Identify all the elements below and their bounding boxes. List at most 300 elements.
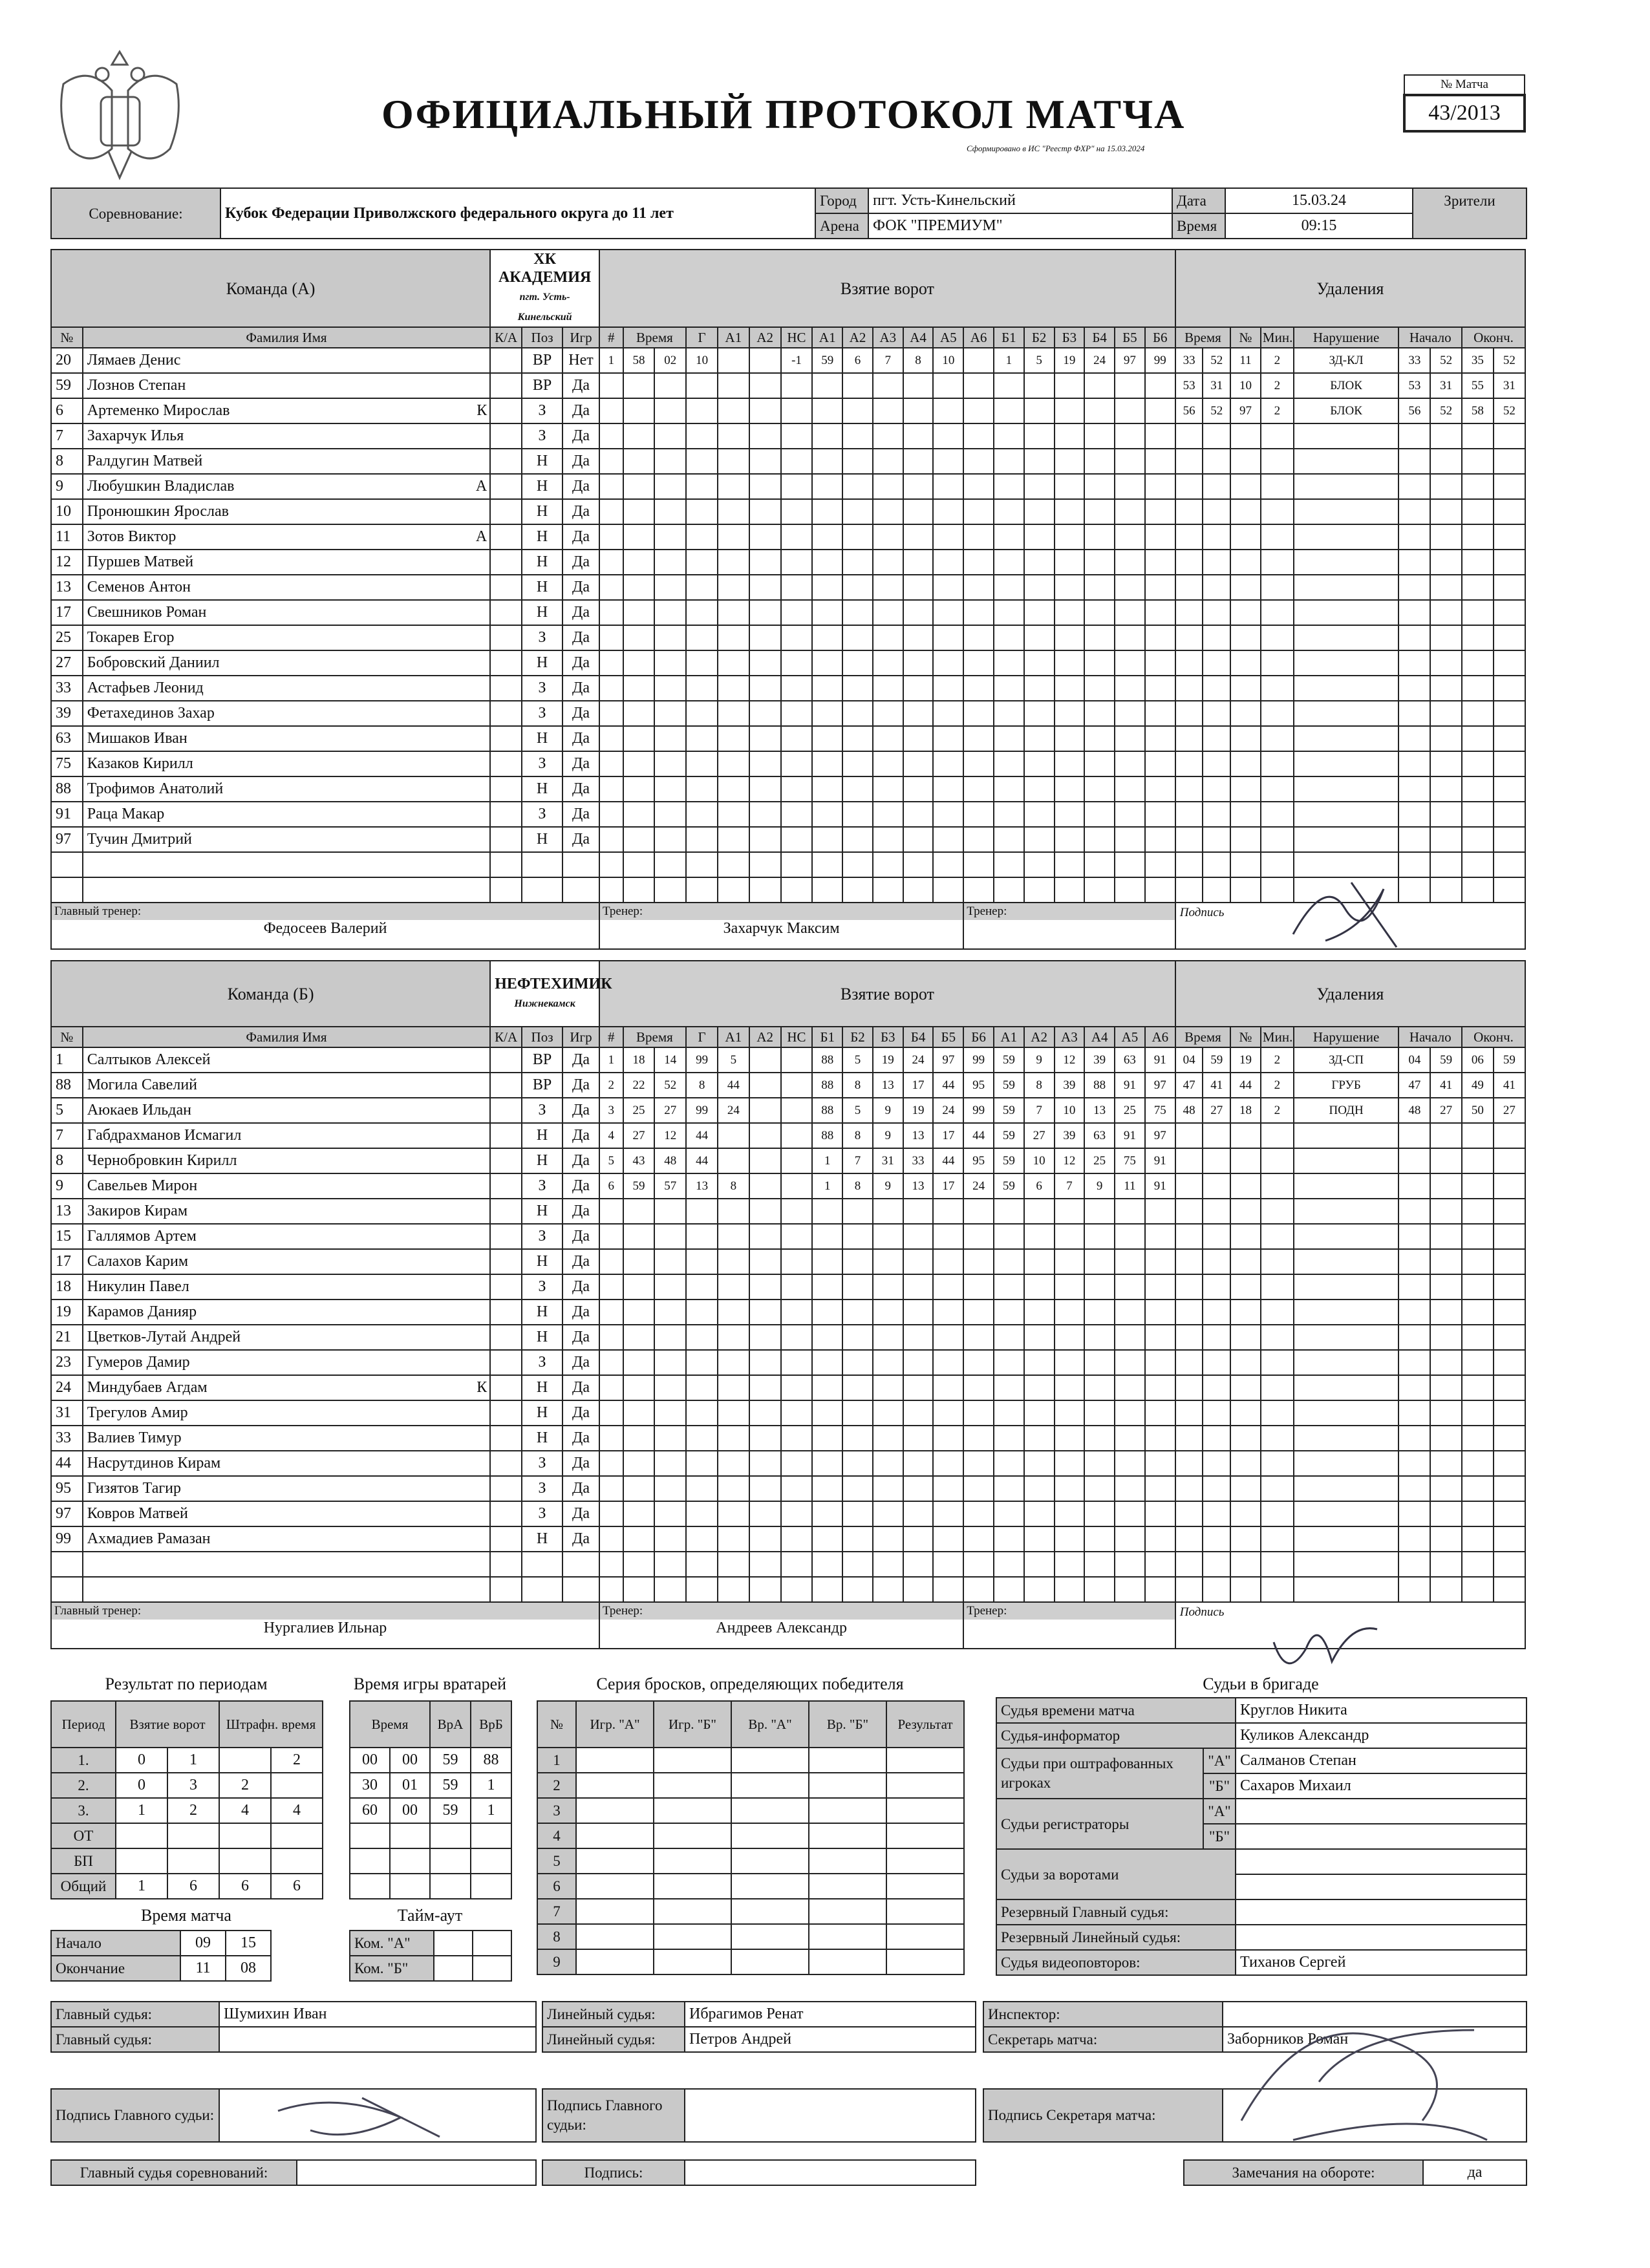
player-pos: Н [522,1426,562,1451]
goalie-b [471,1823,511,1848]
col-onice: А2 [1024,1027,1055,1047]
shootout-header: Вр. "А" [731,1701,809,1748]
player-pos: З [522,1476,562,1501]
table-row [51,499,1525,524]
shootout-header: Вр. "Б" [809,1701,886,1748]
col-onice: Б2 [842,1027,873,1047]
player-name-text: Тучин Дмитрий [87,831,192,848]
goal-scorer: 99 [686,1098,718,1123]
pen-time-sec: 27 [1203,1098,1230,1123]
pen-time-min: 04 [1175,1047,1203,1073]
goal-ns [781,1047,813,1073]
period-pa: 4 [219,1798,271,1823]
col-onice: А1 [994,1027,1024,1047]
player-name-text: Салтыков Алексей [87,1051,211,1068]
coach-label: Тренер: [600,903,963,920]
goal-scorer: 44 [686,1123,718,1148]
remarks-label: Замечания на обороте: [1184,2160,1423,2185]
pen-time-min: 48 [1175,1098,1203,1123]
secretary-value: Заборников Роман [1223,2027,1527,2052]
player-number: 95 [51,1476,83,1501]
emblem-icon [50,39,189,187]
player-name [83,1350,490,1375]
goal-onice: 24 [933,1098,963,1123]
player-ka-cell [490,1249,522,1274]
player-pos: ВР [522,373,562,398]
table-row [51,1199,1525,1224]
player-name [83,1476,490,1501]
player-name-text: Валиев Тимур [87,1429,182,1446]
table-row [51,474,1525,499]
player-name [83,827,490,852]
player-name-text: Лознов Степан [87,377,186,394]
shootout-num: 2 [537,1773,576,1798]
player-ka-cell [490,650,522,676]
goal-onice: 63 [1084,1123,1115,1148]
line-ref-2-label: Линейный судья: [542,2027,685,2052]
goal-onice: 59 [994,1098,1024,1123]
shootout-row [537,1848,964,1874]
col-onice: Б5 [933,1027,963,1047]
goal-assist-2 [749,1047,781,1073]
sign-label: Подпись [1179,1605,1225,1619]
col-pnum: № [1230,1027,1261,1047]
goal-onice: 9 [873,1123,903,1148]
pen-time-sec: 52 [1203,348,1230,373]
table-row [51,1476,1525,1501]
player-number: 9 [51,1173,83,1199]
shootout-num: 3 [537,1798,576,1823]
table-row [51,1350,1525,1375]
player-name-text: Аюкаев Ильдан [87,1102,191,1118]
goalie-time-min [350,1874,390,1899]
match-end-hh: 11 [180,1956,226,1981]
player-number: 7 [51,1123,83,1148]
timeout-b-label: Ком. "Б" [350,1956,434,1981]
table-row [51,802,1525,827]
penalties-section-title: Удаления [1175,250,1525,327]
goalie-time-min: 00 [350,1748,390,1773]
goal-onice: 10 [1055,1098,1085,1123]
table-row [51,1400,1525,1426]
goal-onice: 5 [842,1098,873,1123]
comp-main-ref-label: Главный судья соревнований: [51,2160,297,2185]
goals-section-title: Взятие ворот [599,961,1175,1027]
player-pos: З [522,751,562,776]
player-name [83,1400,490,1426]
shootout-num: 8 [537,1924,576,1949]
pen-time-min: 56 [1175,398,1203,423]
player-number: 12 [51,550,83,575]
col-ptime: Время [1175,1027,1230,1047]
header-info [50,187,1527,239]
col-pnum: № [1230,327,1261,348]
period-row [51,1773,323,1798]
goalie-row [350,1798,511,1823]
time-label: Время [1172,213,1225,239]
goalie-time-min: 30 [350,1773,390,1798]
pen-player: 44 [1230,1073,1261,1098]
goal-onice: 19 [903,1098,934,1123]
player-pos: Н [522,1249,562,1274]
shootout-num: 7 [537,1899,576,1924]
player-number: 5 [51,1098,83,1123]
goal-time-sec: 48 [654,1148,686,1173]
period-gb [167,1848,219,1874]
table-row [51,827,1525,852]
player-name [83,524,490,550]
player-name [83,1047,490,1073]
player-igr: Да [562,1123,599,1148]
goal-assist-2 [749,1098,781,1123]
goalies-table [349,1700,512,1899]
col-onice: Б1 [812,1027,842,1047]
goal-onice: 1 [812,1148,842,1173]
goal-onice: 88 [812,1047,842,1073]
player-pos: З [522,1501,562,1526]
player-ka-cell [490,1400,522,1426]
pen-start-min: 47 [1398,1073,1430,1098]
table-row [51,676,1525,701]
player-name [83,398,490,423]
player-pos: Н [522,499,562,524]
period-row [51,1874,323,1899]
player-name-text: Никулин Павел [87,1278,189,1295]
player-igr: Да [562,600,599,625]
table-row [51,701,1525,726]
col-ka: К/А [490,1027,522,1047]
col-onice: А6 [1145,1027,1175,1047]
shootout-row [537,1874,964,1899]
period-gb [167,1823,219,1848]
goal-onice: 7 [1055,1173,1085,1199]
timekeeper-value: Круглов Никита [1236,1698,1527,1723]
goal-onice: 97 [1115,348,1145,373]
goal-onice: 9 [1084,1173,1115,1199]
player-name-text: Раца Макар [87,806,165,822]
shootout-num: 5 [537,1848,576,1874]
goal-scorer: 8 [686,1073,718,1098]
goal-onice: 13 [903,1173,934,1199]
goal-onice: 91 [1145,1148,1175,1173]
goalie-a: 59 [430,1748,471,1773]
pen-player: 10 [1230,373,1261,398]
period-label: Общий [51,1874,116,1899]
goal-onice: 24 [963,1173,994,1199]
period-ga: 1 [116,1798,167,1823]
player-pos: З [522,802,562,827]
reserve-line-label: Резервный Линейный судья: [996,1925,1236,1950]
col-onice: Б4 [903,1027,934,1047]
pen-end-min: 55 [1462,373,1494,398]
shootout-row [537,1773,964,1798]
competition-label: Соревнование: [51,188,220,239]
goal-onice: 95 [963,1148,994,1173]
player-ka-cell [490,524,522,550]
player-ka-cell [490,676,522,701]
player-number: 17 [51,600,83,625]
pen-end-sec: 31 [1494,373,1525,398]
goal-assist-2 [749,1148,781,1173]
player-igr: Да [562,373,599,398]
table-row [51,776,1525,802]
pen-minutes: 2 [1261,1098,1294,1123]
player-number: 11 [51,524,83,550]
team-name [490,250,599,327]
period-gb: 6 [167,1874,219,1899]
player-name [83,1300,490,1325]
player-igr: Да [562,1274,599,1300]
table-row [51,726,1525,751]
player-pos: З [522,625,562,650]
player-ka-cell [490,373,522,398]
goal-onice: 91 [1115,1123,1145,1148]
col-gtime: Время [623,327,687,348]
player-number: 27 [51,650,83,676]
goal-onice: 24 [903,1047,934,1073]
pen-violation: ЗД-КЛ [1294,348,1399,373]
officials-title: Судьи в бригаде [1203,1674,1319,1693]
player-igr: Да [562,1073,599,1098]
table-row [51,1451,1525,1476]
col-igr: Игр [562,327,599,348]
goal-onice: 19 [1055,348,1085,373]
col-onice: Б5 [1115,327,1145,348]
sign-label: Подпись: [542,2160,685,2185]
player-name [83,1098,490,1123]
player-pos: З [522,398,562,423]
period-ga [116,1823,167,1848]
player-number: 33 [51,676,83,701]
table-row [51,1526,1525,1552]
goalie-time-sec: 00 [390,1798,430,1823]
player-name [83,575,490,600]
goal-time-min: 25 [623,1098,655,1123]
player-igr: Нет [562,348,599,373]
page-title: ОФИЦИАЛЬНЫЙ ПРОТОКОЛ МАТЧА [381,91,1186,137]
col-onice: А6 [963,327,994,348]
goalie-b [471,1874,511,1899]
coach2-cell [963,903,1175,949]
pen-violation: ГРУБ [1294,1073,1399,1098]
goal-onice: 9 [873,1173,903,1199]
player-ka-cell [490,423,522,449]
goal-assist-1 [718,348,749,373]
player-number: 20 [51,348,83,373]
player-ka-cell [490,474,522,499]
periods-h-goals: Взятие ворот [116,1701,219,1748]
player-igr: Да [562,1098,599,1123]
player-igr: Да [562,1325,599,1350]
shootout-header: Результат [886,1701,964,1748]
player-igr: Да [562,1501,599,1526]
goal-ns [781,1173,813,1199]
player-name-text: Любушкин Владислав [87,478,235,495]
goal-onice: 10 [933,348,963,373]
pen-player: 19 [1230,1047,1261,1073]
player-number: 15 [51,1224,83,1249]
goal-ns [781,1123,813,1148]
goal-number: 1 [599,348,623,373]
period-ga: 0 [116,1748,167,1773]
player-ka-cell [490,1476,522,1501]
team-label: Команда (Б) [51,961,490,1027]
player-ka-cell [490,1148,522,1173]
player-pos: Н [522,827,562,852]
table-row [51,625,1525,650]
period-pa: 6 [219,1874,271,1899]
goal-onice: 99 [963,1047,994,1073]
goal-onice: 8 [1024,1073,1055,1098]
goal-onice: 9 [873,1098,903,1123]
col-ka: К/А [490,327,522,348]
col-ptime: Время [1175,327,1230,348]
goal-time-sec: 12 [654,1123,686,1148]
goal-onice: 8 [842,1073,873,1098]
player-name [83,1526,490,1552]
player-name [83,348,490,373]
shootout-row [537,1748,964,1773]
player-igr: Да [562,524,599,550]
player-igr: Да [562,726,599,751]
goal-assist-2 [749,1173,781,1199]
pen-end-sec: 59 [1494,1047,1525,1073]
player-number: 44 [51,1451,83,1476]
player-name-text: Токарев Егор [87,629,175,646]
player-name-text: Бобровский Даниил [87,654,220,671]
pen-minutes: 2 [1261,1073,1294,1098]
table-row [51,423,1525,449]
table-row [51,550,1525,575]
period-pb [271,1773,323,1798]
reg-judges-label: Судьи регистраторы [996,1799,1203,1849]
goal-time-min: 27 [623,1123,655,1148]
goal-onice: 25 [1115,1098,1145,1123]
period-pb [271,1848,323,1874]
col-onice: Б6 [1145,327,1175,348]
table-row [51,1224,1525,1249]
pen-start-sec: 31 [1430,373,1462,398]
player-igr: Да [562,1249,599,1274]
goalie-a: 59 [430,1798,471,1823]
goal-onice: 6 [842,348,873,373]
period-pb: 2 [271,1748,323,1773]
col-a1: А1 [718,1027,749,1047]
table-row [51,1577,1525,1602]
coach2-label: Тренер: [964,903,1175,920]
player-number: 6 [51,398,83,423]
main-ref-1-value: Шумихин Иван [219,2002,536,2027]
date-label: Дата [1172,188,1225,213]
player-ka-cell [490,550,522,575]
goalie-a [430,1848,471,1874]
player-pos: Н [522,726,562,751]
goal-number: 4 [599,1123,623,1148]
goal-onice: 17 [933,1173,963,1199]
table-row [51,348,1525,373]
goal-assist-1: 5 [718,1047,749,1073]
match-time-title: Время матча [141,1906,231,1925]
penalties-section-title: Удаления [1175,961,1525,1027]
pen-violation: ЗД-СП [1294,1047,1399,1073]
col-igr: Игр [562,1027,599,1047]
player-name [83,550,490,575]
pen-end-min: 58 [1462,398,1494,423]
player-igr: Да [562,474,599,499]
player-ka-cell [490,1300,522,1325]
player-pos: Н [522,600,562,625]
player-igr: Да [562,650,599,676]
player-igr: Да [562,499,599,524]
coach2-cell [963,1602,1175,1649]
col-onice: Б4 [1084,327,1115,348]
goalie-row [350,1874,511,1899]
goalie-row [350,1823,511,1848]
goal-onice: 24 [1084,348,1115,373]
goal-onice: 1 [994,348,1024,373]
table-row [51,650,1525,676]
player-pos: Н [522,550,562,575]
col-pend: Оконч. [1462,1027,1525,1047]
col-name: Фамилия Имя [83,327,490,348]
player-number: 8 [51,1148,83,1173]
shootout-header: Игр. "Б" [654,1701,731,1748]
goal-onice: 5 [842,1047,873,1073]
goalie-b: 1 [471,1798,511,1823]
shootout-row [537,1798,964,1823]
head-coach-label: Главный тренер: [52,903,599,920]
table-row [51,373,1525,398]
goalie-b: 1 [471,1773,511,1798]
table-row [51,1325,1525,1350]
informer-value: Куликов Александр [1236,1723,1527,1748]
col-pos: Поз [522,1027,562,1047]
table-row [51,1501,1525,1526]
player-name [83,1148,490,1173]
goal-onice: 7 [842,1148,873,1173]
goal-assist-2 [749,1123,781,1148]
player-ka-cell [490,1375,522,1400]
player-name-text: Лямаев Денис [87,352,181,369]
goal-onice: 25 [1084,1148,1115,1173]
col-onice: А4 [903,327,934,348]
player-name-text: Трофимов Анатолий [87,780,224,797]
player-igr: Да [562,625,599,650]
player-name-text: Габдрахманов Исмагил [87,1127,242,1144]
player-name [83,1173,490,1199]
player-pos: З [522,1451,562,1476]
period-label: 1. [51,1748,116,1773]
pen-start-min: 04 [1398,1047,1430,1073]
table-row [51,398,1525,423]
player-igr: Да [562,1300,599,1325]
goal-time-min: 59 [623,1173,655,1199]
player-pos: Н [522,449,562,474]
player-name [83,726,490,751]
player-ka-cell [490,802,522,827]
player-name [83,802,490,827]
reg-b-tag: "Б" [1203,1824,1236,1849]
col-pmin: Мин. [1261,327,1294,348]
col-a2: А2 [749,1027,781,1047]
player-name-text: Цветков-Лутай Андрей [87,1329,241,1345]
goal-onice: 75 [1115,1148,1145,1173]
table-row [51,1300,1525,1325]
col-pend: Оконч. [1462,327,1525,348]
goalie-time-min [350,1823,390,1848]
arena-label: Арена [815,213,868,239]
player-name [83,1274,490,1300]
